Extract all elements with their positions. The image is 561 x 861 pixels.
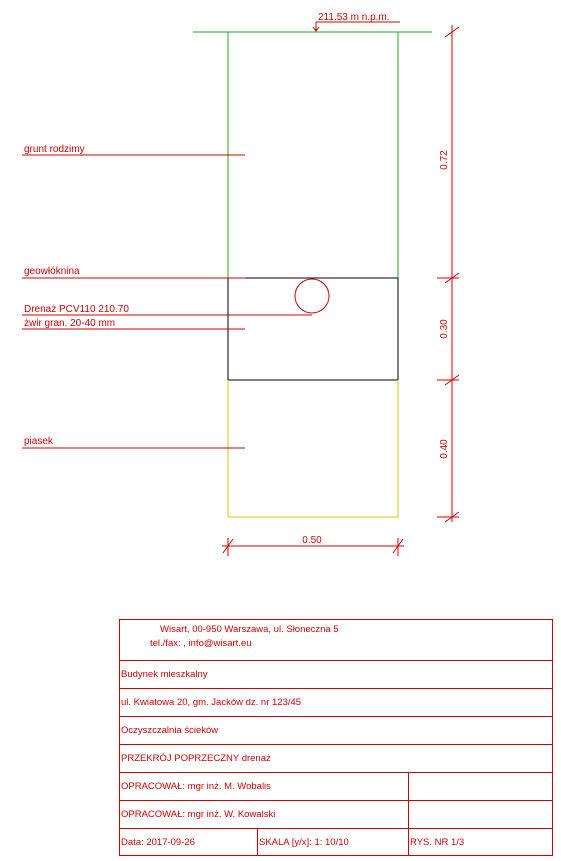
gravel-layer-box [228,278,398,380]
title-block-object-row [120,717,552,745]
elevation-label: 211.53 m n.p.m. [318,12,390,23]
drawing-title: PRZEKRÓJ POPRZECZNY drenaż [121,753,271,764]
company-line-2: tel./fax: , info@wisart.eu [150,638,252,649]
title-block-footer-row [120,829,552,855]
label-piasek: piasek [24,436,53,447]
title-block-author1-row [120,773,552,801]
title-block-company-row [120,620,552,661]
drawing-date: Data: 2017-09-26 [121,836,195,848]
label-grunt-rodzimy: grunt rodzimy [24,144,85,155]
company-info [150,623,339,651]
company-line-1: Wisart, 00-950 Warszawa, ul. Słoneczna 5 [160,624,339,635]
title-block-drawing-title-row [120,745,552,773]
dimension-label-depth-1: 0.72 [439,150,450,170]
title-block-author2-row [120,801,552,829]
building-name: Budynek mieszkalny [121,669,208,680]
dimension-label-width: 0.50 [302,535,322,546]
title-block-address-row [120,689,552,717]
author-1-signature-cell [408,773,552,800]
dimension-label-depth-3: 0.40 [439,439,450,459]
title-block [119,619,553,856]
label-drenaz: Drenaż PCV110 210.70 [24,304,129,315]
author-1: OPRACOWAŁ: mgr inż. M. Wobalis [121,781,271,792]
title-block-building-row [120,661,552,689]
author-2-signature-cell [408,801,552,828]
sheet-number: RYS. NR 1/3 [408,829,552,855]
label-zwir: żwir gran. 20-40 mm [24,318,116,329]
object-name: Oczyszczalnia ścieków [121,725,219,736]
site-address: ul. Kwiatowa 20, gm. Jacków dz. nr 123/45 [121,697,302,708]
author-2: OPRACOWAŁ: mgr inż. W. Kowalski [121,809,276,820]
label-geowloknina: geowłóknina [24,266,80,277]
drain-pipe-circle [295,279,329,313]
drawing-scale: SKALA [y/x]: 1: 10/10 [257,829,349,855]
dimension-label-depth-2: 0.30 [439,319,450,339]
